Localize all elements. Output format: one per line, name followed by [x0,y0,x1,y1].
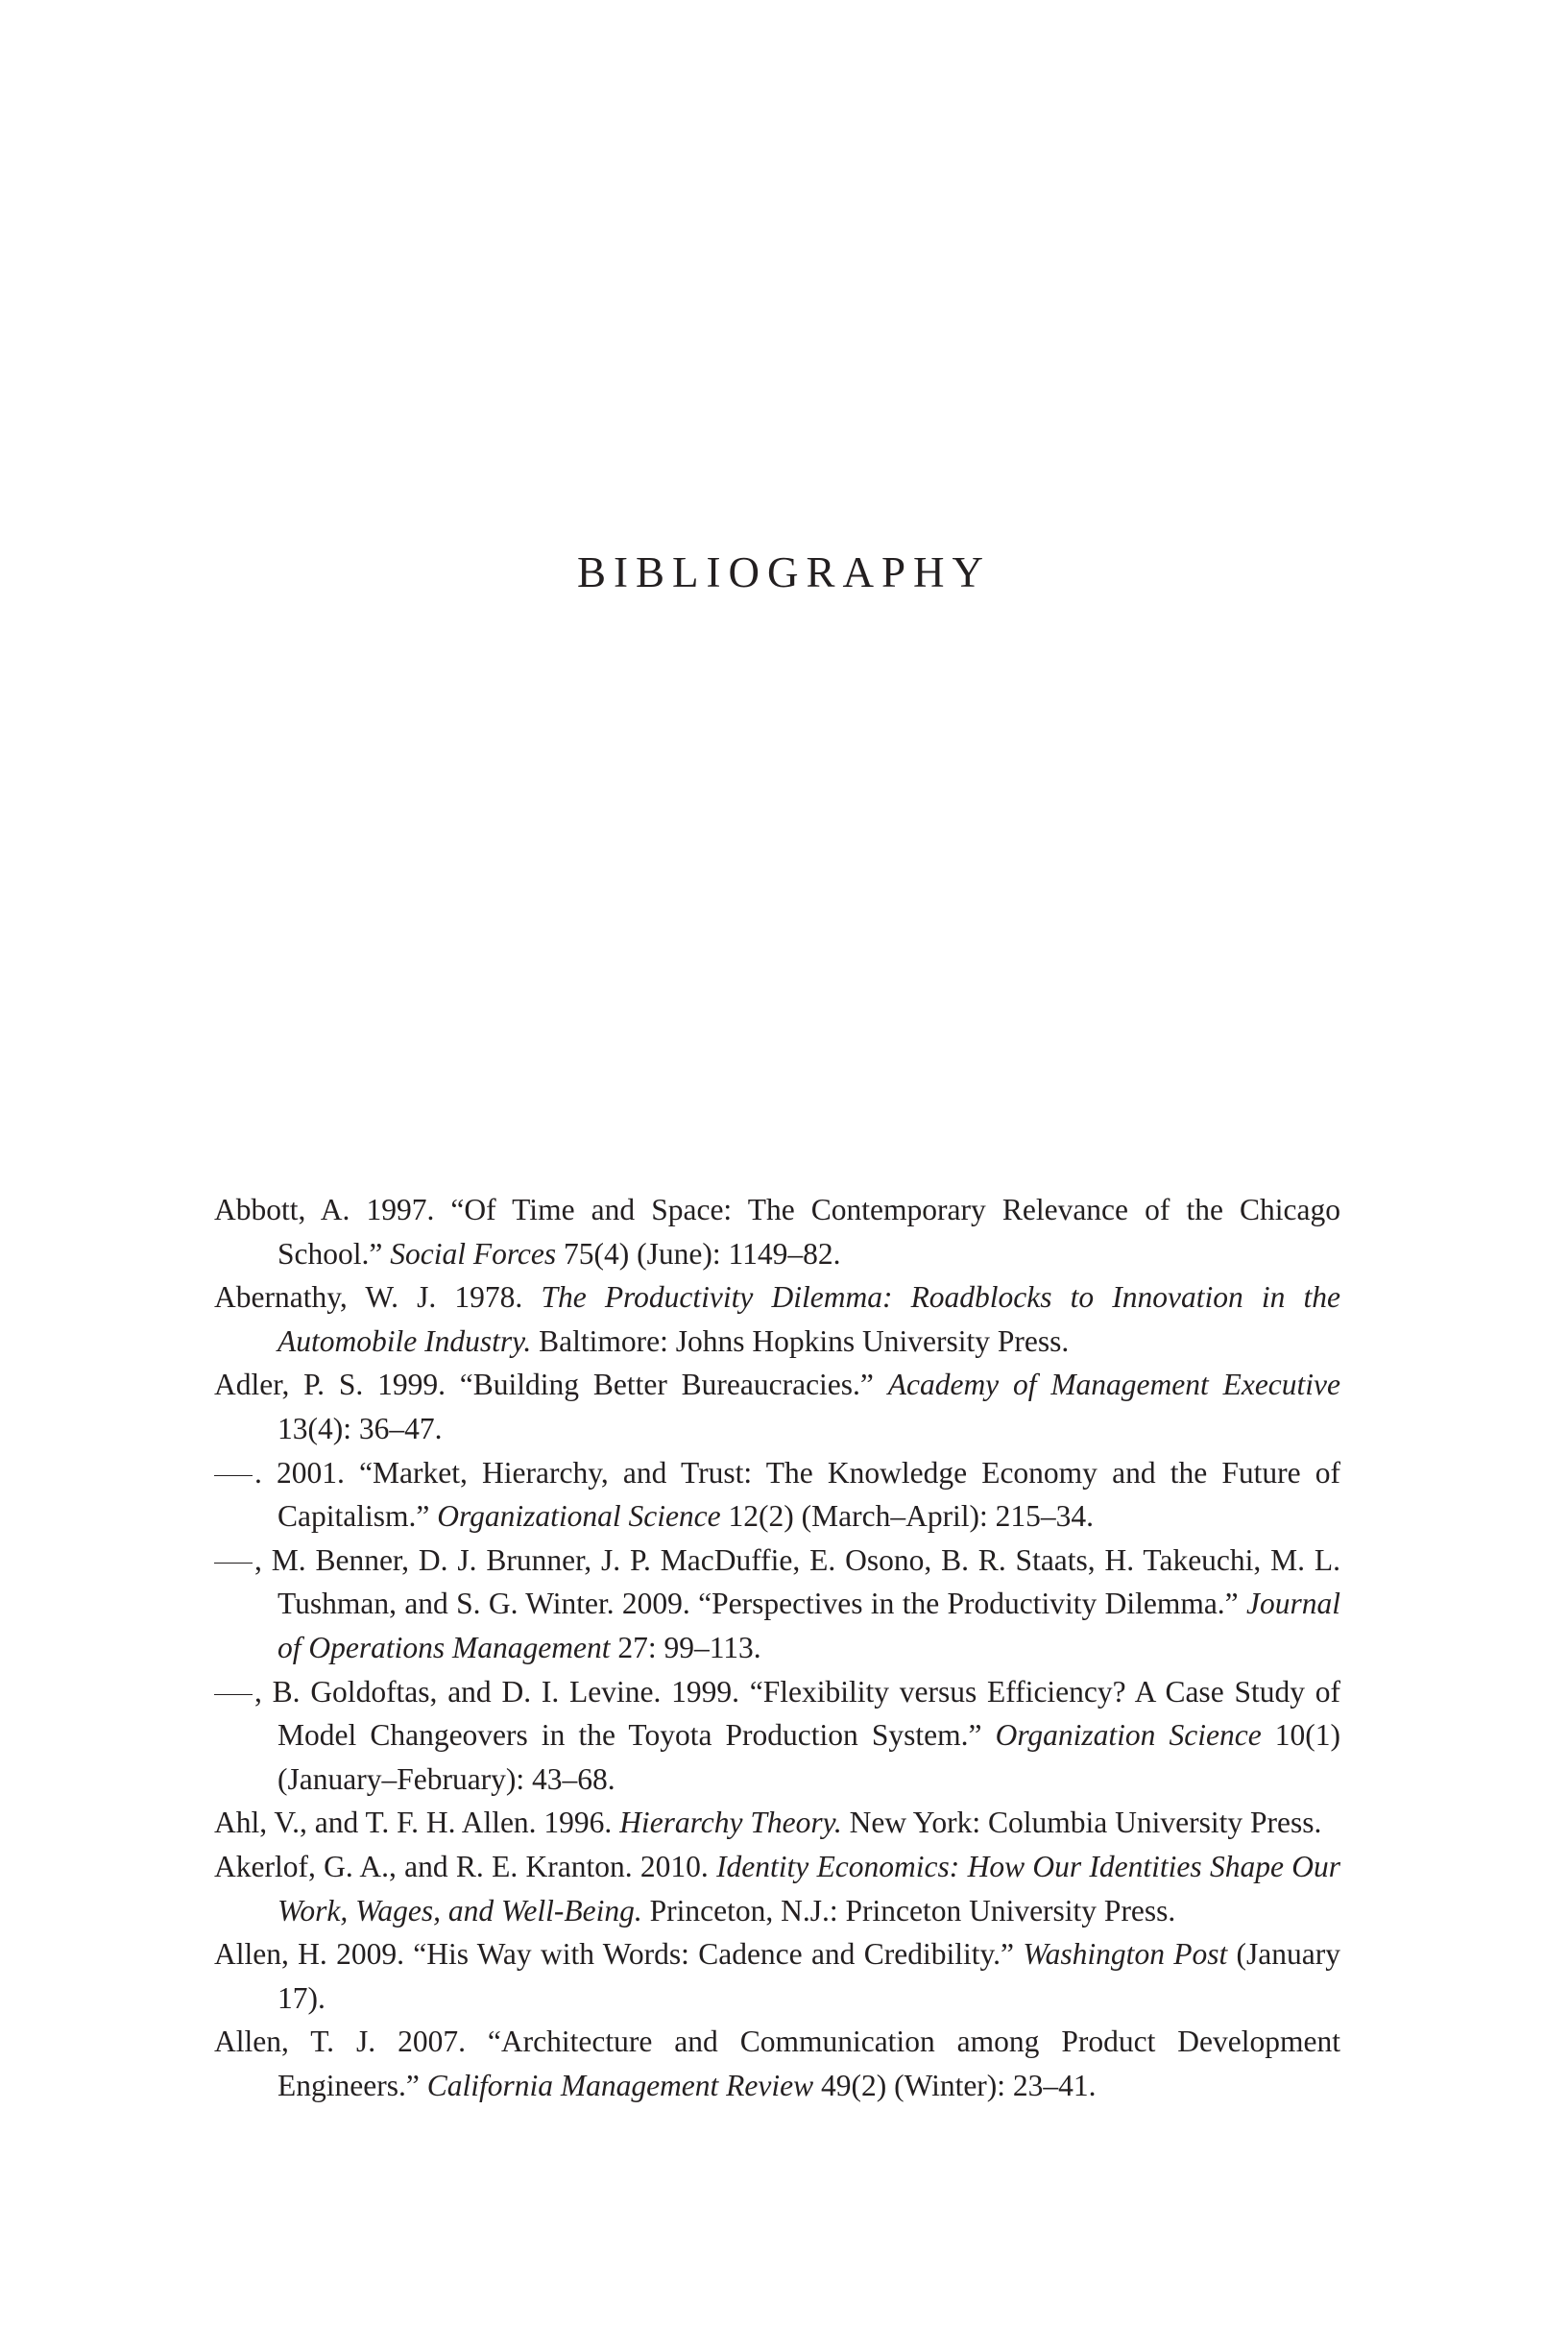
bib-entry-text: Ahl, V., and T. F. H. Allen. 1996. [214,1806,620,1840]
bib-entry-text: Akerlof, G. A., and R. E. Kranton. 2010. [214,1849,717,1883]
repeat-author-dash [214,1563,253,1564]
bib-entry-details: 10(1) (January–February): 43–68. [277,1718,1341,1796]
bib-entry-abernathy-1978 [214,1275,1340,1363]
bib-entry-text: , B. Goldoftas, and D. I. Levine. 1999. “Flexibility versus Efficiency? A Case Study of Model Changeovers in the Toyota Production System.” [254,1674,1340,1753]
bib-entry-details: (January 17). [277,1937,1341,2015]
bib-entry-journal: Academy of Management Executive [887,1368,1340,1402]
bib-entry-journal: Washington Post [1023,1937,1228,1972]
bib-entry-adler-1999b [214,1670,1340,1802]
bib-entry-text: . 2001. “Market, Hierarchy, and Trust: The Knowledge Economy and the Future of Capitalism.” [254,1455,1340,1534]
bib-entry-akerlof-2010 [214,1845,1340,1932]
bib-entry-details: 75(4) (June): 1149–82. [556,1236,841,1271]
bib-entry-adler-2001 [214,1451,1340,1539]
repeat-author-dash [214,1694,253,1695]
bib-entry-details: Baltimore: Johns Hopkins University Press. [531,1323,1070,1358]
bib-entry-details: 13(4): 36–47. [277,1411,443,1445]
bib-entry-adler-1999 [214,1363,1340,1450]
bib-entry-ahl-1996 [214,1801,1340,1845]
bib-entry-text: Adler, P. S. 1999. “Building Better Bureaucracies.” [214,1368,888,1402]
bib-entry-journal: Social Forces [390,1236,557,1271]
bib-entry-allen-h-2009 [214,1932,1340,2020]
bib-entry-text: , M. Benner, D. J. Brunner, J. P. MacDuffie, E. Osono, B. R. Staats, H. Takeuchi, M. L. Tushman, and S. G. Winter. 2009. “Perspectives in the Productivity Dilemma.” [254,1542,1340,1621]
bib-entry-details: 49(2) (Winter): 23–41. [813,2068,1097,2102]
bib-entry-journal: Journal of Operations Management [277,1587,1340,1664]
bib-entry-text: Allen, H. 2009. “His Way with Words: Cadence and Credibility.” [214,1937,1024,1972]
bib-entry-book-title: Hierarchy Theory. [619,1806,842,1840]
page-title: BIBLIOGRAPHY [576,548,992,596]
bib-entry-book-title: Identity Economics: How Our Identities Shape Our Work, Wages, and Well-Being. [277,1849,1340,1928]
bib-entry-text: Abernathy, W. J. 1978. [214,1280,542,1315]
bibliography-list [214,1188,1340,2107]
bib-entry-details: 12(2) (March–April): 215–34. [720,1499,1095,1534]
bib-entry-abbott-1997 [214,1188,1340,1275]
bib-entry-journal: California Management Review [426,2068,814,2102]
bib-entry-details: 27: 99–113. [610,1630,761,1664]
bib-entry-allen-t-2007 [214,2020,1340,2107]
repeat-author-dash [214,1475,253,1476]
bib-entry-details: Princeton, N.J.: Princeton University Press. [641,1893,1176,1928]
bib-entry-journal: Organizational Science [437,1499,721,1534]
bib-entry-details: New York: Columbia University Press. [841,1806,1322,1840]
bib-entry-journal: Organization Science [995,1718,1262,1753]
bib-entry-book-title: The Productivity Dilemma: Roadblocks to Innovation in the Automobile Industry. [277,1280,1340,1358]
bib-entry-text: Abbott, A. 1997. “Of Time and Space: The Contemporary Relevance of the Chicago School.” [214,1193,1340,1271]
bib-entry-text: Allen, T. J. 2007. “Architecture and Communication among Product Development Engineers.” [214,2025,1340,2102]
bib-entry-adler-2009 [214,1539,1340,1670]
